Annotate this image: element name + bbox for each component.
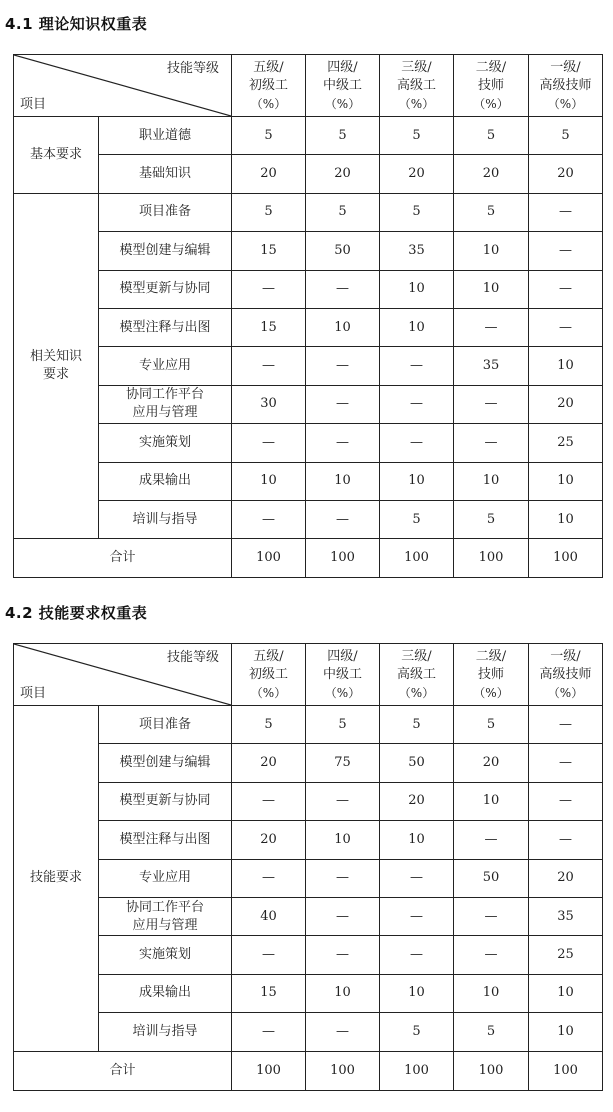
weight-cell: — (529, 193, 603, 231)
weight-cell: 10 (454, 232, 529, 270)
weight-cell: 20 (380, 782, 454, 820)
weight-cell: 15 (232, 232, 306, 270)
weight-cell: — (306, 500, 380, 538)
weight-cell: 10 (454, 782, 529, 820)
level-title: 高级技师 (539, 77, 592, 93)
level-header (454, 55, 529, 117)
weight-cell: 20 (529, 385, 603, 423)
level-unit: （%） (250, 685, 287, 700)
section-title-skills: 4.2 技能要求权重表 (5, 604, 148, 622)
weight-cell: — (306, 897, 380, 935)
row-item-line1: 模型创建与编辑 (119, 755, 211, 771)
weight-cell: — (380, 385, 454, 423)
row-item-line1: 培训与指导 (132, 1023, 198, 1039)
row-item (99, 117, 232, 155)
level-grade: 三级/ (401, 648, 432, 664)
level-unit: （%） (250, 96, 287, 111)
table-row (14, 936, 603, 974)
total-label: 合计 (14, 1051, 232, 1090)
weight-cell: 5 (380, 193, 454, 231)
weight-cell: 10 (380, 974, 454, 1012)
table-row (14, 859, 603, 897)
level-header (454, 644, 529, 706)
weight-cell: — (306, 1013, 380, 1051)
group-label-line2: 要求 (42, 367, 69, 383)
level-title: 高级工 (396, 666, 436, 682)
weight-cell: 15 (232, 308, 306, 346)
row-item (99, 232, 232, 270)
weight-cell: 5 (454, 706, 529, 744)
weight-cell: — (529, 821, 603, 859)
weight-cell: 5 (306, 706, 380, 744)
row-item-line1: 实施策划 (138, 434, 191, 450)
weight-cell: 10 (380, 462, 454, 500)
row-item (99, 744, 232, 782)
level-grade: 二级/ (475, 59, 507, 75)
weight-cell: 10 (529, 347, 603, 385)
weight-cell: 10 (454, 270, 529, 308)
weight-cell: — (454, 897, 529, 935)
weight-cell: 5 (232, 117, 306, 155)
weight-cell: — (529, 744, 603, 782)
level-grade: 一级/ (550, 648, 581, 664)
theory-weight-table (13, 54, 603, 578)
weight-cell: — (306, 859, 380, 897)
table-row (14, 1013, 603, 1051)
row-item (99, 155, 232, 193)
row-item (99, 385, 232, 423)
weight-cell: — (454, 385, 529, 423)
weight-cell: 5 (380, 117, 454, 155)
row-item-line1: 项目准备 (138, 204, 191, 220)
weight-cell: 10 (454, 974, 529, 1012)
weight-cell: — (529, 232, 603, 270)
table-row (14, 232, 603, 270)
level-title: 初级工 (248, 666, 288, 682)
row-item-line1: 模型创建与编辑 (119, 242, 211, 258)
total-cell: 100 (454, 539, 529, 578)
row-item-line1: 项目准备 (138, 716, 191, 732)
weight-cell: 5 (380, 706, 454, 744)
level-unit: （%） (398, 685, 435, 700)
group-label-line1: 相关知识 (29, 349, 82, 365)
weight-cell: 10 (306, 308, 380, 346)
level-grade: 三级/ (401, 59, 432, 75)
total-cell: 100 (529, 1051, 603, 1090)
table-row (14, 193, 603, 231)
group-label (14, 117, 99, 194)
row-item (99, 347, 232, 385)
level-header (529, 55, 603, 117)
weight-cell: — (232, 859, 306, 897)
weight-cell: 20 (306, 155, 380, 193)
table-row (14, 155, 603, 193)
row-item (99, 308, 232, 346)
level-grade: 五级/ (253, 648, 284, 664)
weight-cell: 35 (454, 347, 529, 385)
table-row (14, 385, 603, 423)
row-item-line1: 协同工作平台 (125, 387, 204, 403)
level-grade: 一级/ (550, 59, 581, 75)
level-title: 中级工 (322, 666, 362, 682)
level-header (380, 55, 454, 117)
weight-cell: 75 (306, 744, 380, 782)
weight-cell: 30 (232, 385, 306, 423)
total-cell: 100 (454, 1051, 529, 1090)
skills-weight-table (13, 643, 603, 1091)
weight-cell: — (306, 424, 380, 462)
weight-cell: 5 (380, 500, 454, 538)
level-grade: 五级/ (253, 59, 284, 75)
row-item (99, 859, 232, 897)
row-item-line1: 协同工作平台 (125, 899, 204, 915)
row-item (99, 462, 232, 500)
row-item (99, 706, 232, 744)
row-item-line1: 成果输出 (138, 473, 191, 489)
level-title: 高级工 (396, 77, 436, 93)
weight-cell: — (306, 270, 380, 308)
header-diagonal-cell (14, 644, 232, 706)
weight-cell: — (306, 782, 380, 820)
weight-cell: — (454, 821, 529, 859)
row-item-line1: 实施策划 (138, 947, 191, 963)
level-header (306, 644, 380, 706)
row-item (99, 500, 232, 538)
weight-cell: — (380, 897, 454, 935)
level-header (232, 55, 306, 117)
table-row (14, 270, 603, 308)
table-row (14, 897, 603, 935)
weight-cell: 10 (306, 821, 380, 859)
total-cell: 100 (306, 539, 380, 578)
group-label (14, 193, 99, 539)
row-item (99, 424, 232, 462)
level-header (380, 644, 454, 706)
weight-cell: 5 (306, 117, 380, 155)
row-item-line2: 应用与管理 (132, 405, 198, 421)
weight-cell: — (529, 308, 603, 346)
weight-cell: — (232, 500, 306, 538)
row-item (99, 1013, 232, 1051)
weight-cell: 20 (454, 155, 529, 193)
level-unit: （%） (473, 685, 509, 700)
weight-cell: — (454, 936, 529, 974)
weight-cell: 5 (380, 1013, 454, 1051)
weight-cell: 20 (454, 744, 529, 782)
row-item (99, 193, 232, 231)
table-row (14, 782, 603, 820)
row-item-line1: 模型更新与协同 (119, 281, 211, 297)
total-cell: 100 (380, 1051, 454, 1090)
weight-cell: 10 (529, 500, 603, 538)
row-item-line1: 专业应用 (138, 358, 191, 374)
weight-cell: 10 (529, 462, 603, 500)
level-title: 初级工 (248, 77, 288, 93)
weight-cell: — (232, 347, 306, 385)
total-cell: 100 (232, 539, 306, 578)
row-item-line1: 培训与指导 (132, 511, 198, 527)
weight-cell: 10 (529, 974, 603, 1012)
total-cell: 100 (232, 1051, 306, 1090)
group-label-line1: 技能要求 (29, 870, 82, 886)
row-item (99, 782, 232, 820)
row-item-line1: 模型注释与出图 (119, 319, 211, 335)
weight-cell: 10 (306, 462, 380, 500)
row-item-line2: 应用与管理 (132, 917, 198, 933)
row-item-line1: 基础知识 (138, 166, 191, 182)
total-row (14, 539, 603, 578)
skill-level-label: 技能等级 (166, 650, 219, 665)
weight-cell: 20 (380, 155, 454, 193)
level-unit: （%） (324, 685, 361, 700)
weight-cell: 50 (454, 859, 529, 897)
group-label-line1: 基本要求 (29, 146, 82, 162)
weight-cell: — (232, 270, 306, 308)
weight-cell: — (232, 782, 306, 820)
weight-cell: — (529, 782, 603, 820)
table-row (14, 308, 603, 346)
weight-cell: 25 (529, 936, 603, 974)
weight-cell: 20 (232, 821, 306, 859)
level-header (529, 644, 603, 706)
weight-cell: — (380, 936, 454, 974)
weight-cell: 20 (232, 744, 306, 782)
total-cell: 100 (306, 1051, 380, 1090)
weight-cell: 20 (529, 859, 603, 897)
weight-cell: 5 (454, 193, 529, 231)
row-item-line1: 模型注释与出图 (119, 831, 211, 847)
weight-cell: 10 (380, 821, 454, 859)
weight-cell: 5 (454, 500, 529, 538)
weight-cell: 10 (380, 308, 454, 346)
weight-cell: — (454, 308, 529, 346)
table-row (14, 821, 603, 859)
level-unit: （%） (473, 96, 509, 111)
level-title: 中级工 (322, 77, 362, 93)
weight-cell: — (529, 270, 603, 308)
row-item (99, 897, 232, 935)
weight-cell: 50 (306, 232, 380, 270)
weight-cell: — (232, 424, 306, 462)
header-diagonal-cell (14, 55, 232, 117)
weight-cell: 5 (232, 706, 306, 744)
weight-cell: 40 (232, 897, 306, 935)
weight-cell: — (232, 1013, 306, 1051)
weight-cell: 10 (529, 1013, 603, 1051)
weight-cell: — (380, 859, 454, 897)
weight-cell: 10 (232, 462, 306, 500)
weight-cell: 35 (380, 232, 454, 270)
weight-cell: 10 (454, 462, 529, 500)
row-item (99, 974, 232, 1012)
weight-cell: 5 (454, 1013, 529, 1051)
weight-cell: — (306, 347, 380, 385)
weight-cell: — (232, 936, 306, 974)
weight-cell: — (306, 936, 380, 974)
weight-cell: 5 (306, 193, 380, 231)
level-unit: （%） (547, 96, 584, 111)
row-item-line1: 专业应用 (138, 870, 191, 886)
weight-cell: 5 (454, 117, 529, 155)
weight-cell: 5 (232, 193, 306, 231)
level-unit: （%） (547, 685, 584, 700)
level-grade: 四级/ (327, 59, 358, 75)
table-row (14, 462, 603, 500)
table-row (14, 117, 603, 155)
level-header (306, 55, 380, 117)
row-item-line1: 模型更新与协同 (119, 793, 211, 809)
skill-level-label: 技能等级 (166, 61, 219, 76)
weight-cell: — (306, 385, 380, 423)
total-cell: 100 (380, 539, 454, 578)
row-item (99, 270, 232, 308)
total-row (14, 1051, 603, 1090)
weight-cell: 50 (380, 744, 454, 782)
item-label: 项目 (20, 686, 47, 701)
weight-cell: 5 (529, 117, 603, 155)
level-title: 技师 (477, 77, 504, 93)
item-label: 项目 (20, 97, 47, 112)
level-header (232, 644, 306, 706)
weight-cell: — (380, 424, 454, 462)
level-unit: （%） (324, 96, 361, 111)
table-row (14, 347, 603, 385)
total-label: 合计 (14, 539, 232, 578)
weight-cell: — (529, 706, 603, 744)
row-item (99, 821, 232, 859)
row-item-line1: 成果输出 (138, 985, 191, 1001)
weight-cell: — (380, 347, 454, 385)
level-title: 高级技师 (539, 666, 592, 682)
weight-cell: 10 (380, 270, 454, 308)
weight-cell: 20 (232, 155, 306, 193)
weight-cell: 20 (529, 155, 603, 193)
table-row (14, 424, 603, 462)
table-row (14, 974, 603, 1012)
level-unit: （%） (398, 96, 435, 111)
weight-cell: 35 (529, 897, 603, 935)
weight-cell: — (454, 424, 529, 462)
row-item-line1: 职业道德 (138, 127, 191, 143)
level-grade: 二级/ (475, 648, 507, 664)
weight-cell: 10 (306, 974, 380, 1012)
level-grade: 四级/ (327, 648, 358, 664)
level-title: 技师 (477, 666, 504, 682)
table-row (14, 706, 603, 744)
table-row (14, 744, 603, 782)
total-cell: 100 (529, 539, 603, 578)
weight-cell: 15 (232, 974, 306, 1012)
section-title-theory: 4.1 理论知识权重表 (5, 15, 148, 33)
row-item (99, 936, 232, 974)
table-row (14, 500, 603, 538)
weight-cell: 25 (529, 424, 603, 462)
group-label (14, 706, 99, 1052)
